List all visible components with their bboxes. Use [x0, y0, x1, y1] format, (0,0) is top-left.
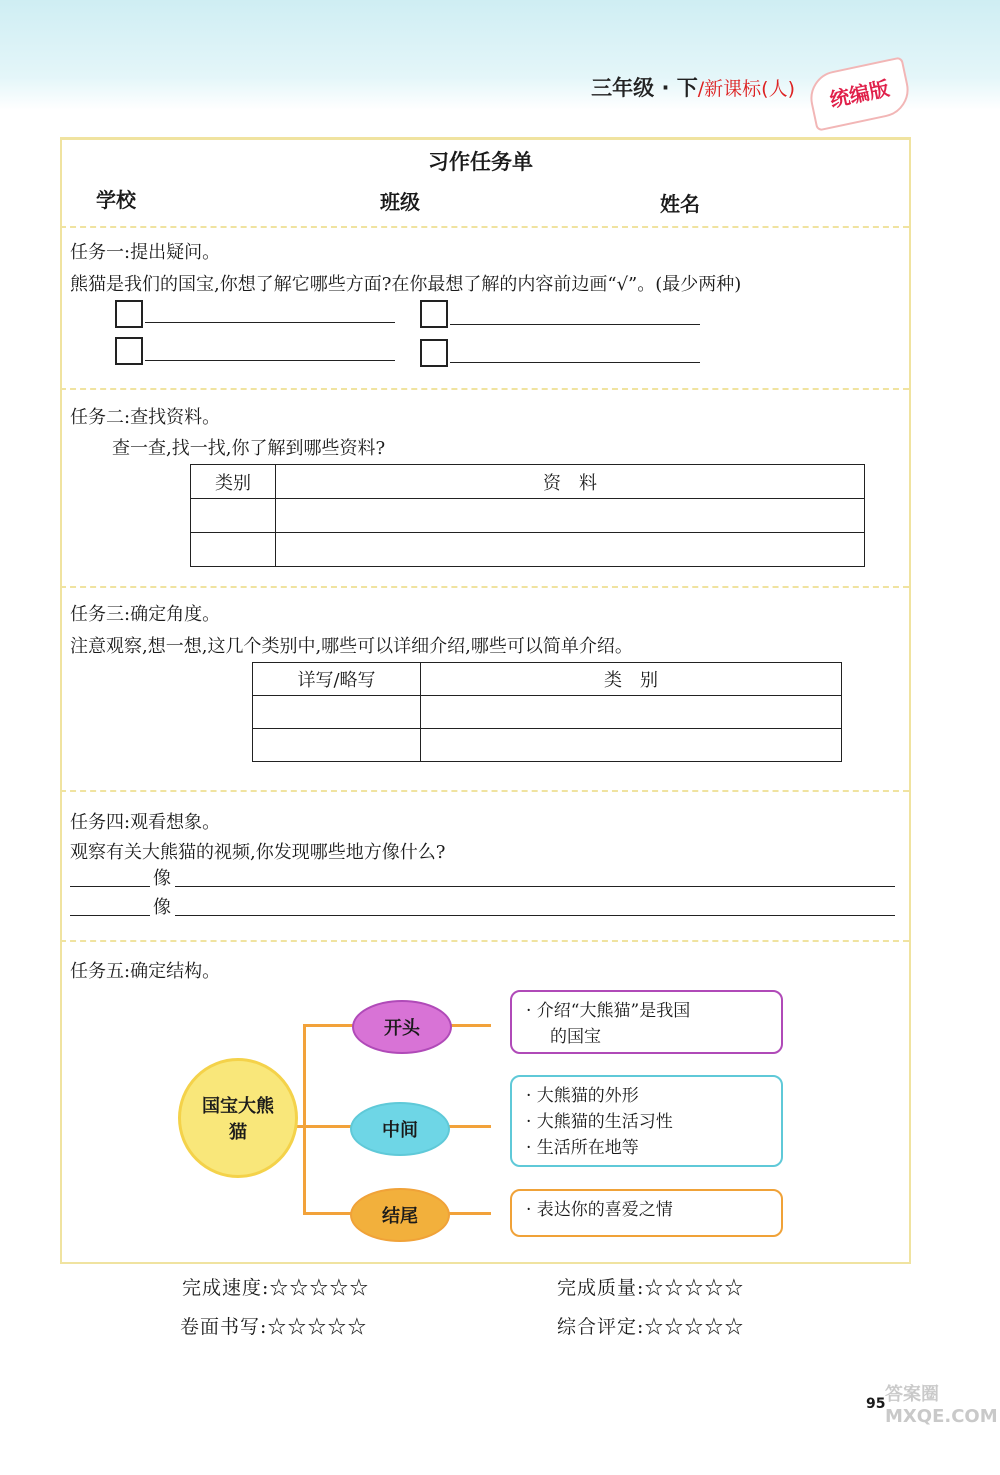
task3-header-detail: 详写/略写	[253, 663, 421, 696]
mindmap-connector	[303, 1212, 351, 1215]
mindmap-center-label: 国宝大熊猫	[202, 1096, 274, 1143]
branch-label-end: 结尾	[382, 1206, 418, 1227]
class-label: 班级	[380, 190, 420, 214]
task2-cell[interactable]	[191, 533, 276, 567]
mindmap-branch-node	[350, 1188, 450, 1242]
section-divider	[60, 586, 909, 588]
task2-table	[190, 464, 865, 567]
content-line: · 表达你的喜爱之情	[526, 1200, 673, 1220]
mindmap-center-node	[178, 1058, 298, 1178]
task3-instruction: 注意观察,想一想,这几个类别中,哪些可以详细介绍,哪些可以简单介绍。	[70, 636, 633, 657]
task2-cell[interactable]	[276, 499, 865, 533]
watermark-logo	[885, 1380, 1000, 1475]
worksheet-title: 习作任务单	[428, 150, 533, 174]
section-divider	[60, 226, 909, 228]
task4-blank[interactable]	[70, 915, 150, 916]
task4-answer-line[interactable]	[175, 915, 895, 916]
task2-heading: 任务二:查找资料。	[70, 407, 221, 428]
content-line: · 大熊猫的生活习性	[526, 1112, 673, 1132]
mindmap-branch-node	[350, 1102, 450, 1156]
task1-checkbox[interactable]	[420, 339, 448, 367]
task1-checkbox[interactable]	[420, 300, 448, 328]
task4-instruction: 观察有关大熊猫的视频,你发现哪些地方像什么?	[70, 842, 446, 863]
content-line: · 大熊猫的外形	[526, 1086, 639, 1106]
task1-checkbox[interactable]	[115, 337, 143, 365]
rating-handwriting: 卷面书写:☆☆☆☆☆	[180, 1316, 368, 1338]
mindmap-connector	[449, 1024, 491, 1027]
grade-text: 三年级 · 下	[591, 76, 698, 100]
task1-answer-line[interactable]	[145, 322, 395, 323]
mindmap-connector	[447, 1212, 491, 1215]
rating-quality: 完成质量:☆☆☆☆☆	[557, 1277, 745, 1299]
mindmap-connector	[447, 1125, 491, 1128]
task2-instruction: 查一查,找一找,你了解到哪些资料?	[112, 438, 386, 459]
task3-table	[252, 662, 842, 762]
section-divider	[60, 790, 909, 792]
page-number: 95	[866, 1396, 886, 1412]
task3-cell[interactable]	[421, 729, 842, 762]
task1-answer-line[interactable]	[145, 360, 395, 361]
task2-cell[interactable]	[276, 533, 865, 567]
mindmap-content-box	[510, 1075, 783, 1167]
task1-instruction: 熊猫是我们的国宝,你想了解它哪些方面?在你最想了解的内容前边画“√”。(最少两种)	[70, 274, 742, 295]
section-divider	[60, 388, 909, 390]
task3-cell[interactable]	[421, 696, 842, 729]
task1-checkbox[interactable]	[115, 300, 143, 328]
branch-label-start: 开头	[384, 1018, 420, 1039]
content-line: · 介绍“大熊猫”是我国	[526, 1001, 691, 1021]
task4-like-word: 像	[153, 868, 171, 889]
task3-heading: 任务三:确定角度。	[70, 604, 221, 625]
task1-answer-line[interactable]	[450, 324, 700, 325]
task1-answer-line[interactable]	[450, 362, 700, 363]
task1-heading: 任务一:提出疑问。	[70, 242, 221, 263]
task4-like-word: 像	[153, 897, 171, 918]
rating-overall: 综合评定:☆☆☆☆☆	[557, 1316, 745, 1338]
section-divider	[60, 940, 909, 942]
task4-blank[interactable]	[70, 886, 150, 887]
school-label: 学校	[96, 188, 136, 212]
header-grade-label	[591, 72, 795, 102]
mindmap-connector	[303, 1125, 351, 1128]
edition-badge-text: 统编版	[827, 76, 892, 112]
task4-answer-line[interactable]	[175, 886, 895, 887]
task2-header-category: 类别	[191, 465, 276, 499]
rating-speed: 完成速度:☆☆☆☆☆	[182, 1277, 370, 1299]
task3-cell[interactable]	[253, 729, 421, 762]
mindmap-content-box	[510, 1189, 783, 1237]
task2-cell[interactable]	[191, 499, 276, 533]
mindmap-connector	[303, 1024, 353, 1027]
curriculum-text: /新课标(人)	[697, 78, 795, 100]
mindmap-connector	[303, 1024, 306, 1214]
watermark-text: 答案圈 MXQE.COM	[885, 1384, 998, 1427]
mindmap-content-box	[510, 990, 783, 1054]
task4-heading: 任务四:观看想象。	[70, 812, 221, 833]
name-label: 姓名	[660, 192, 700, 216]
task5-heading: 任务五:确定结构。	[70, 961, 221, 982]
task3-header-category: 类 别	[421, 663, 842, 696]
branch-label-middle: 中间	[382, 1120, 418, 1141]
mindmap-branch-node	[352, 1000, 452, 1054]
task3-cell[interactable]	[253, 696, 421, 729]
content-line: · 生活所在地等	[526, 1138, 639, 1158]
task2-header-material: 资 料	[276, 465, 865, 499]
content-line: 的国宝	[550, 1027, 601, 1047]
